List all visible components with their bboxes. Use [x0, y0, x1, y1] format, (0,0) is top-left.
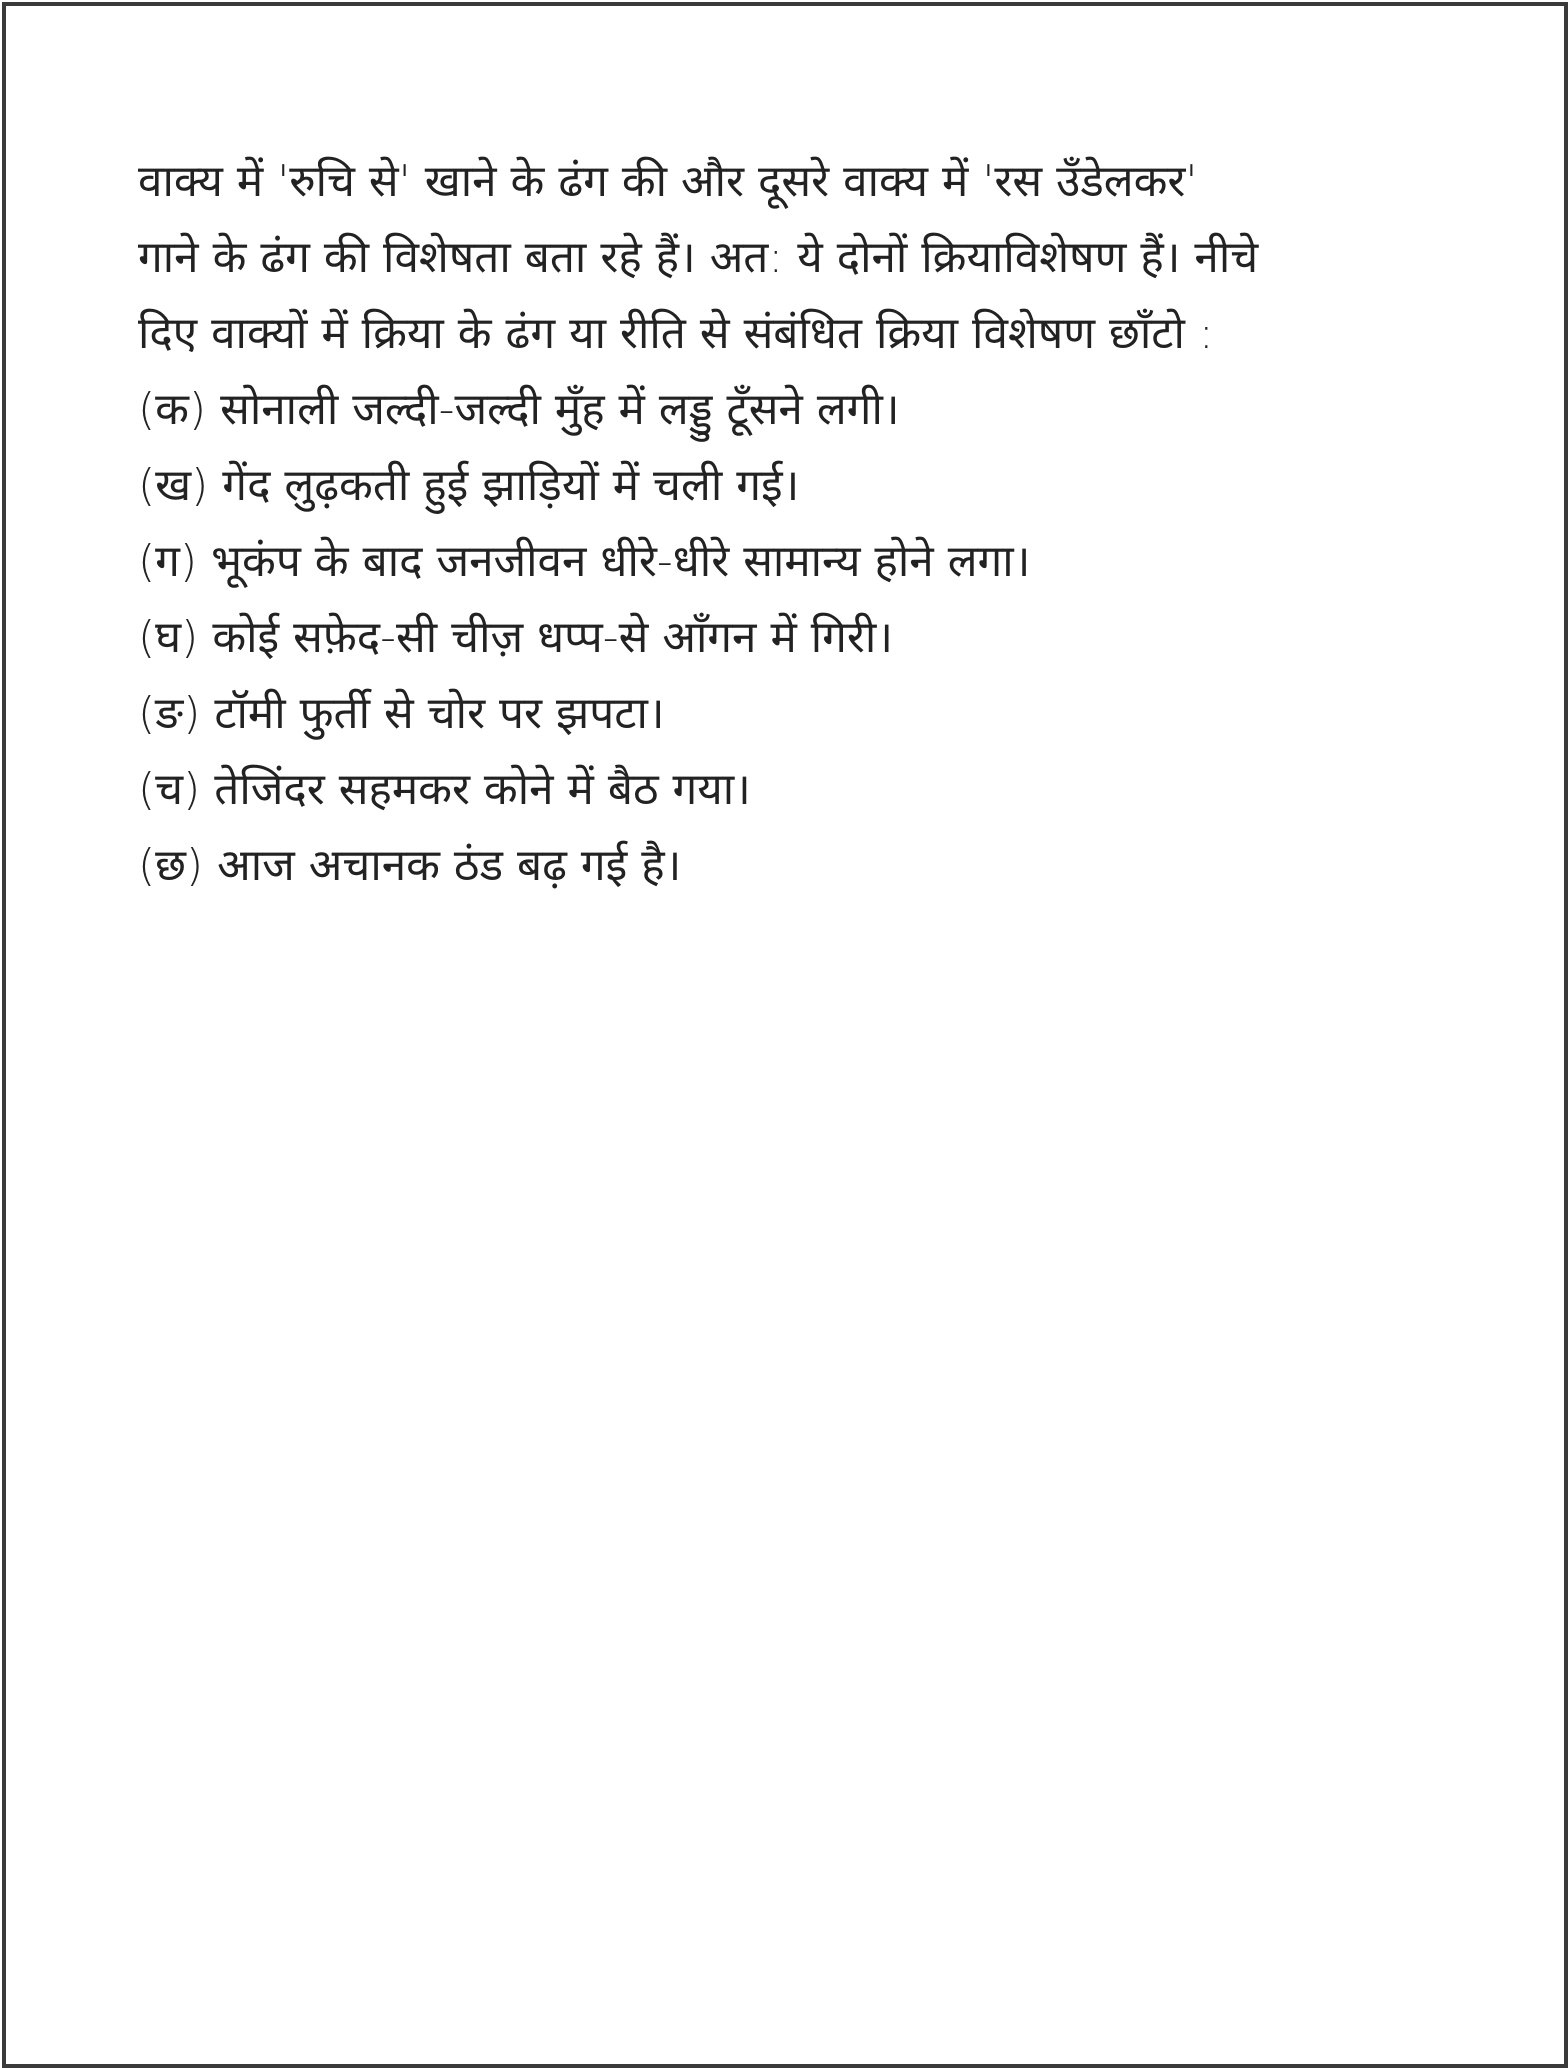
- intro-line-3: दिए वाक्यों में क्रिया के ढंग या रीति से संबंधित क्रिया विशेषण छाँटो :: [138, 308, 1214, 359]
- list-item-ga: (ग) भूकंप के बाद जनजीवन धीरे-धीरे सामान्य होने लगा।: [138, 536, 1031, 587]
- list-item-nga: (ङ) टॉमी फुर्ती से चोर पर झपटा।: [138, 688, 665, 739]
- list-item-kha: (ख) गेंद लुढ़कती हुई झाड़ियों में चली गई।: [138, 460, 800, 511]
- list-item-gha: (घ) कोई सफ़ेद-सी चीज़ धप्प-से आँगन में गिरी।: [138, 612, 893, 663]
- page-frame: [2, 2, 1568, 2068]
- list-item-cha: (च) तेजिंदर सहमकर कोने में बैठ गया।: [138, 764, 751, 815]
- intro-line-2: गाने के ढंग की विशेषता बता रहे हैं। अत: ये दोनों क्रियाविशेषण हैं। नीचे: [138, 232, 1259, 283]
- document-body: [138, 144, 1448, 904]
- list-item-chha: (छ) आज अचानक ठंड बढ़ गई है।: [138, 840, 682, 891]
- intro-line-1: वाक्य में 'रुचि से' खाने के ढंग की और दूसरे वाक्य में 'रस उँडेलकर': [138, 156, 1198, 207]
- list-item-ka: (क) सोनाली जल्दी-जल्दी मुँह में लड्डु टूँसने लगी।: [138, 384, 900, 435]
